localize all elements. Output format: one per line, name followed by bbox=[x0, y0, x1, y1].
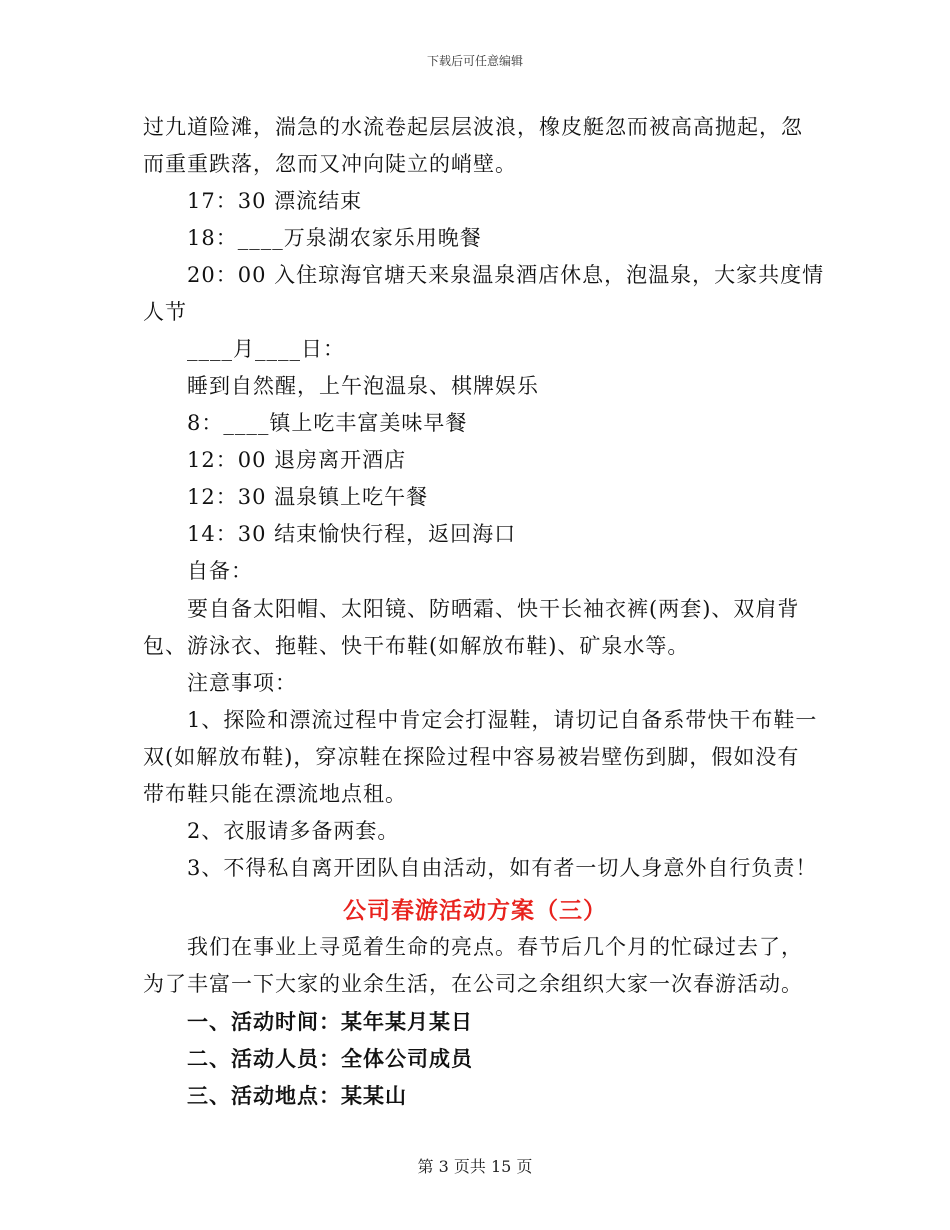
schedule-item: 12：00 退房离开酒店 bbox=[187, 448, 407, 472]
paragraph-line: 带布鞋只能在漂流地点租。 bbox=[143, 782, 407, 806]
schedule-item: 8：____镇上吃丰富美味早餐 bbox=[187, 411, 468, 435]
page-footer: 第 3 页共 15 页 bbox=[417, 1157, 533, 1176]
paragraph-line: 双(如解放布鞋)，穿凉鞋在探险过程中容易被岩壁伤到脚，假如没有 bbox=[143, 745, 800, 769]
page-header: 下载后可任意编辑 bbox=[426, 54, 523, 68]
notice-item: 1、探险和漂流过程中肯定会打湿鞋，请切记自备系带快干布鞋一 bbox=[187, 708, 818, 732]
paragraph-line: 过九道险滩，湍急的水流卷起层层波浪，橡皮艇忽而被高高抛起，忽 bbox=[143, 115, 803, 139]
subheading: 自备： bbox=[187, 559, 253, 583]
notice-item: 2、衣服请多备两套。 bbox=[187, 819, 400, 843]
schedule-item: 20：00 入住琼海官塘天来泉温泉酒店休息，泡温泉，大家共度情 bbox=[187, 263, 825, 287]
paragraph-line: 要自备太阳帽、太阳镜、防晒霜、快干长袖衣裤(两套)、双肩背 bbox=[187, 597, 800, 621]
paragraph-line: 包、游泳衣、拖鞋、快干布鞋(如解放布鞋)、矿泉水等。 bbox=[143, 634, 690, 658]
activity-members: 二、活动人员：全体公司成员 bbox=[187, 1046, 473, 1071]
schedule-item: 14：30 结束愉快行程，返回海口 bbox=[187, 522, 517, 546]
schedule-item: 睡到自然醒，上午泡温泉、棋牌娱乐 bbox=[187, 374, 539, 398]
schedule-item: 18：____万泉湖农家乐用晚餐 bbox=[187, 226, 482, 250]
subheading: 注意事项： bbox=[187, 671, 297, 695]
paragraph-line: 人节 bbox=[143, 300, 187, 324]
notice-item: 3、不得私自离开团队自由活动，如有者一切人身意外自行负责！ bbox=[187, 856, 818, 880]
paragraph-line: 为了丰富一下大家的业余生活，在公司之余组织大家一次春游活动。 bbox=[143, 972, 803, 996]
activity-time: 一、活动时间：某年某月某日 bbox=[187, 1009, 473, 1034]
schedule-item: 12：30 温泉镇上吃午餐 bbox=[187, 485, 429, 509]
schedule-item: 17：30 漂流结束 bbox=[187, 189, 363, 213]
paragraph-line: 我们在事业上寻觅着生命的亮点。春节后几个月的忙碌过去了， bbox=[187, 935, 803, 959]
paragraph-line: 而重重跌落，忽而又冲向陡立的峭壁。 bbox=[143, 152, 517, 176]
date-heading: ____月____日： bbox=[187, 337, 345, 361]
section-title: 公司春游活动方案（三） bbox=[343, 897, 607, 924]
activity-location: 三、活动地点：某某山 bbox=[187, 1083, 407, 1108]
